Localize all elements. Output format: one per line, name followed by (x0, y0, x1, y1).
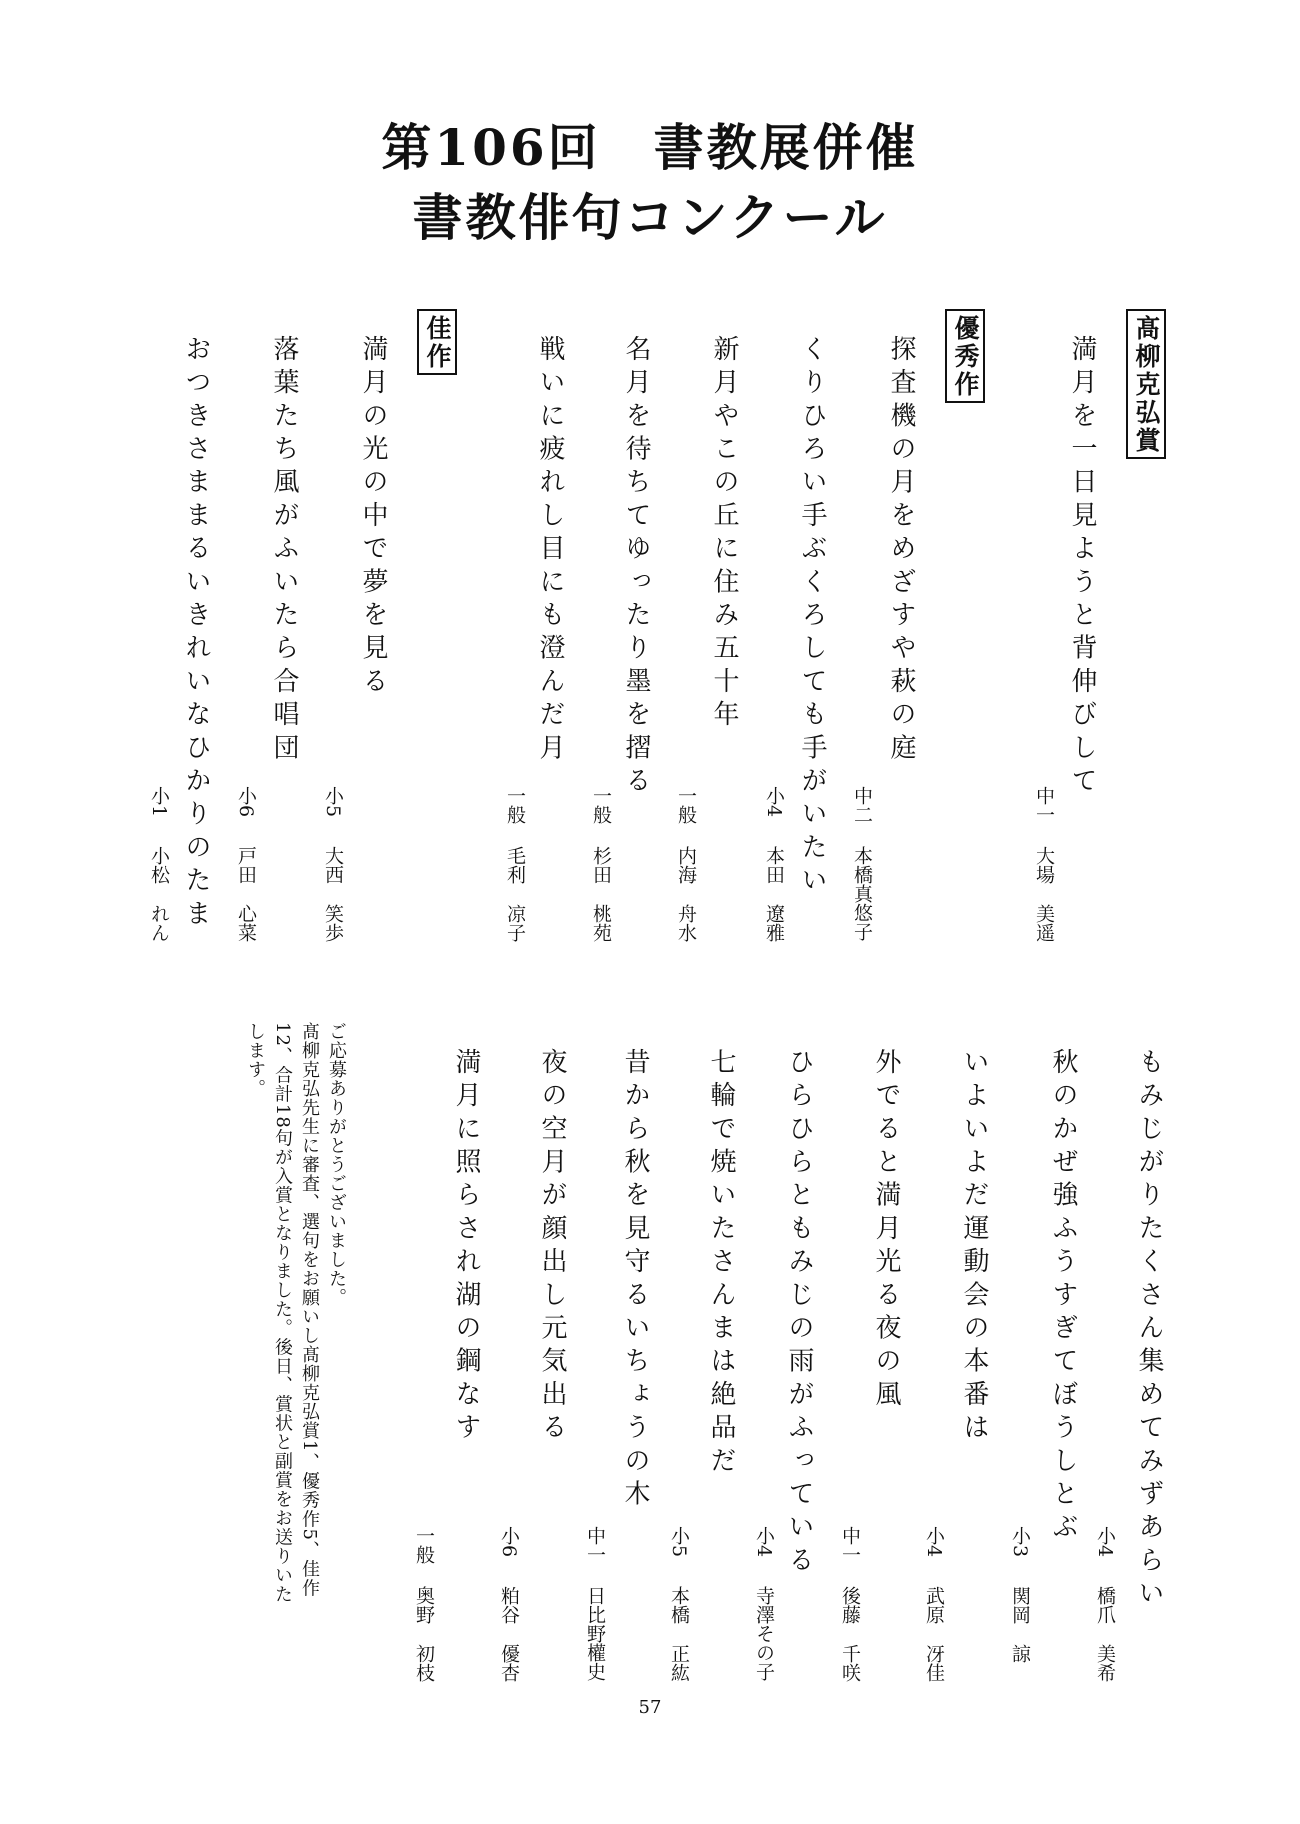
author-credit (1032, 786, 1056, 942)
author-given-name: れん (148, 904, 170, 942)
haiku-text: ひらひらともみじの雨がふっている (784, 1048, 814, 1580)
haiku-text: 満月を一日見ようと背伸びして (1067, 335, 1097, 800)
author-given-name: 優杏 (498, 1644, 520, 1682)
author-credit (497, 1526, 521, 1682)
author-given-name: 遼雅 (763, 904, 785, 942)
author-surname: 後藤 (839, 1586, 861, 1624)
author-credit (1093, 1526, 1117, 1682)
page-subtitle: 書教俳句コンクール (412, 188, 888, 247)
author-credit (1008, 1526, 1032, 1663)
author-credit (321, 786, 345, 942)
author-surname: 関岡 (1009, 1586, 1031, 1624)
haiku-text: 満月に照らされ湖の鋼なす (451, 1048, 481, 1447)
haiku-text: 戦いに疲れし目にも澄んだ月 (535, 335, 565, 767)
author-credit (850, 786, 874, 941)
author-surname: 武原 (923, 1586, 945, 1624)
author-given-name: 美希 (1094, 1644, 1116, 1682)
author-surname: 寺澤その子 (753, 1586, 775, 1681)
author-credit (412, 1526, 436, 1682)
haiku-text: 探査機の月をめざすや萩の庭 (886, 335, 916, 767)
haiku-text: おつきさままるいきれいなひかりのたま (181, 335, 211, 933)
author-grade: 一般 (504, 786, 526, 824)
author-grade: 小5 (668, 1526, 690, 1558)
haiku-text: 落葉たち風がふいたら合唱団 (269, 335, 299, 767)
author-given-name: 正紘 (668, 1644, 690, 1682)
author-credit (674, 786, 698, 942)
haiku-text: 外でると満月光る夜の風 (871, 1048, 901, 1414)
author-grade: 一般 (590, 786, 612, 824)
author-surname: 奥野 (413, 1586, 435, 1624)
author-grade: 一般 (413, 1526, 435, 1564)
author-grade: 小6 (498, 1526, 520, 1558)
author-grade: 中一 (1033, 786, 1055, 824)
section-heading-good: 佳作 (417, 309, 457, 375)
author-grade: 中一 (839, 1526, 861, 1564)
author-grade: 小6 (235, 786, 257, 818)
author-credit (503, 786, 527, 942)
author-credit (922, 1526, 946, 1682)
author-credit (762, 786, 786, 942)
author-surname: 大場 (1033, 846, 1055, 884)
author-grade: 一般 (675, 786, 697, 824)
author-grade: 中一 (584, 1526, 606, 1564)
author-surname: 大西 (322, 846, 344, 884)
author-surname: 日比野權史 (584, 1586, 606, 1681)
author-surname: 本橋 (668, 1586, 690, 1624)
author-surname: 内海 (675, 846, 697, 884)
author-credit (667, 1526, 691, 1682)
author-given-name: 桃苑 (590, 904, 612, 942)
author-surname: 本橋真悠子 (851, 846, 873, 941)
author-given-name: 冴佳 (923, 1644, 945, 1682)
author-given-name: 笑歩 (322, 904, 344, 942)
author-given-name: 凉子 (504, 904, 526, 942)
haiku-text: 秋のかぜ強ふうすぎてぼうしとぶ (1048, 1048, 1078, 1546)
author-surname: 粕谷 (498, 1586, 520, 1624)
author-given-name: 心菜 (235, 904, 257, 942)
notice-greeting: ご応募ありがとうございました。 (326, 1022, 347, 1307)
author-grade: 小4 (763, 786, 785, 818)
author-given-name: 舟水 (675, 904, 697, 942)
author-surname: 小松 (148, 846, 170, 884)
author-grade: 中二 (851, 786, 873, 824)
author-given-name: 千咲 (839, 1644, 861, 1682)
page-title: 第106回 書教展併催 (381, 118, 919, 177)
notice-text (190, 1022, 350, 1622)
author-grade: 小3 (1009, 1526, 1031, 1558)
page-number: 57 (638, 1697, 662, 1718)
author-surname: 橋爪 (1094, 1586, 1116, 1624)
haiku-text: いよいよだ運動会の本番は (959, 1048, 989, 1447)
author-grade: 小4 (1094, 1526, 1116, 1558)
haiku-text: くりひろい手ぶくろしても手がいたい (797, 335, 827, 900)
section-heading-excellent: 優秀作 (945, 309, 985, 403)
author-grade: 小1 (148, 786, 170, 818)
haiku-text: もみじがりたくさん集めてみずあらい (1134, 1048, 1164, 1613)
author-grade: 小5 (322, 786, 344, 818)
author-given-name: 美遥 (1033, 904, 1055, 942)
author-credit (147, 786, 171, 942)
haiku-text: 昔から秋を見守るいちょうの木 (620, 1048, 650, 1513)
author-credit (234, 786, 258, 942)
author-grade: 小4 (753, 1526, 775, 1558)
author-credit (838, 1526, 862, 1682)
haiku-text: 名月を待ちてゆったり墨を摺る (621, 335, 651, 800)
section-heading-grand-prize: 髙柳克弘賞 (1126, 309, 1166, 459)
author-surname: 戸田 (235, 846, 257, 884)
notice-body: 髙柳克弘先生に審査、選句をお願いし髙柳克弘賞1、優秀作5、佳作12、合計18句が入賞となりました。後日、賞状と副賞をお送りいたします。 (245, 1022, 320, 1604)
author-surname: 本田 (763, 846, 785, 884)
haiku-text: 夜の空月が顔出し元気出る (537, 1048, 567, 1447)
author-grade: 小4 (923, 1526, 945, 1558)
haiku-text: 新月やこの丘に住み五十年 (709, 335, 739, 734)
author-surname: 毛利 (504, 846, 526, 884)
haiku-text: 満月の光の中で夢を見る (358, 335, 388, 701)
author-surname: 杉田 (590, 846, 612, 884)
author-given-name: 初枝 (413, 1644, 435, 1682)
author-given-name: 諒 (1009, 1644, 1031, 1663)
haiku-text: 七輪で焼いたさんまは絶品だ (706, 1048, 736, 1480)
author-credit (752, 1526, 776, 1681)
author-credit (583, 1526, 607, 1681)
author-credit (589, 786, 613, 942)
